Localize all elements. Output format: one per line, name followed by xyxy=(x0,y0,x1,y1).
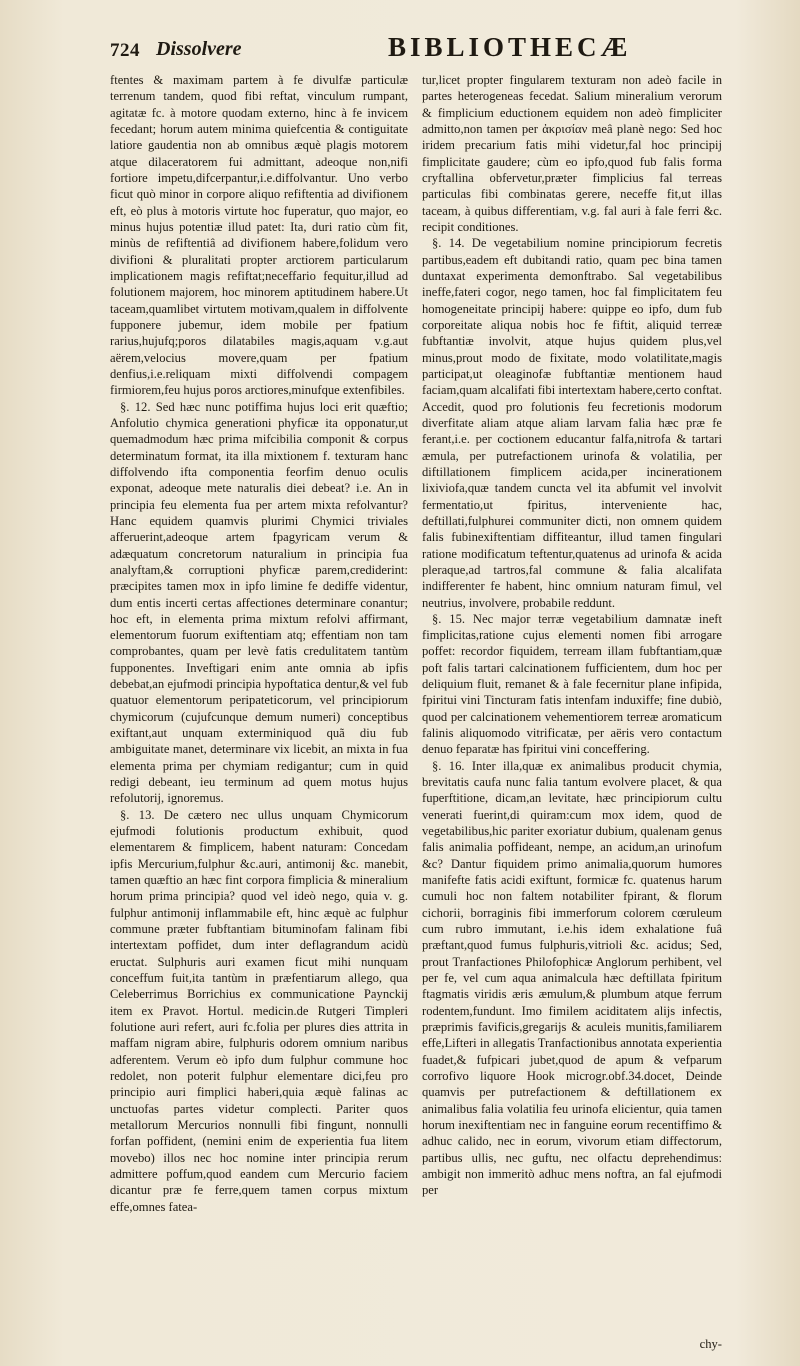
catchword: chy- xyxy=(699,1337,722,1351)
paragraph-section-16: §. 16. Inter illa,quæ ex animalibus producit chymia, brevitatis caufa nunc falia tantum evolvere placet, & qua fuperftitione, dicam,an levitate, hæc principiorum cultu venerati fuerint,di quiram:cum mox idem, quod de vegetabilibus,hic pariter exoriatur dubium, qualenam genus falis animalia poffideant, nempe, an acidum,an urinofum &c? Dantur fiquidem primo animalia,quorum humores manifefte fatis acidi exiftunt, formicæ fc. quatenus harum cumuli hoc non faltem notabiliter fpirant, & florum cichorii, borraginis fibi immerforum colorem cœruleum cum rubro immutant, i.e.his idem exhalatione fuâ præftant,quod fumus fulphuris,vitrioli &c. acidus; Sed, prout Tranfactiones Philofophicæ Anglorum perhibent, vel per fe, vel cum aqua animalcula hæc deftillata fpiritum ftagmatis viridis æris æmulum,& plumbum atque ferrum rodentem,fundunt. Imo fimilem aciditatem alijs infectis, præprimis favificis,gregarijs & aculeis munitis,familiarem effe,Lifteri in allegatis Tranfactionibus annotata experientia fuadet,& fufpicari jubet,quod de apum & vefparum corrofivo liquore Hook microgr.obf.34.docet, Deinde quamvis per putrefactionem & deftillationem ex animalibus falia volatilia feu urinofa elicientur, quia tamen horum inexiftentiam nec in fanguine eorum recentiffimo & adhuc calido, nec in eorum, vivorum etiam diffectorum, partibus ullis, nec guftu, nec olfactu deprehendimus: ambigit non immeritò adhuc mens noftra, an fal ejufmodi per xyxy=(422,758,722,1198)
page-number: 724 xyxy=(110,40,140,61)
running-word: Dissolvere xyxy=(156,38,242,60)
left-column xyxy=(110,72,408,1352)
paragraph-section-15: §. 15. Nec major terræ vegetabilium damnatæ ineft fimplicitas,ratione cujus elementi nomen fibi arrogare poffet: recordor fiquidem, terream illam fubftantiam,quæ poft falis tartari calcinationem fufficientem, dum hoc per deliquium fluit, remanet & à fale fecernitur plane infipida, fpiritui vini Tincturam fatis intenfam induxiffe; fine dubiò, quod per calcinationem vehementiorem terreæ aromaticum falinis aliquomodo vitrificatæ, per aëris vero contactum denuo feparatæ has fpiritui vini conceffering. xyxy=(422,611,722,757)
paragraph-section-13: §. 13. De cætero nec ullus unquam Chymicorum ejufmodi folutionis productum exhibuit, quod elementarem & fimplicem, habent naturam: Concedam ipfis Mercurium,fulphur &c.auri, antimonij &c. manebit, tamen quæftio an hæc fint corpora fimplicia & mineralium horum prima principia? quod vel ideò nego, quia v. g. fulphur antimonij inflammabile eft, hinc æquè ac fulphur commune præter fubftantiam bituminofam falinam fibi intertextam poffidet, dum inter deflagrandum acidù eructat. Sulphuris auri examen ficut mihi nunquam conceffum fuit,ita tantùm in præfentiarum allego, qua Celeberrimus Borrichius ex communicatione Paynckij item ex Pravot. Hortul. medicin.de Rutgeri Timpleri folutione auri refert, auri fc.folia per plures dies attrita in maffam nigram abire, fulphuris odorem omnium naribus adferentem. Verum eò ipfo dum fulphur commune hoc redolet, non poterit fulphur elementare dici,feu pro principio auri fimplici haberi,quia æquè falinas ac unctuofas partes videtur complecti. Pariter quos metallorum Mercurios nonnulli fibi fingunt, nonnulli forfan poffident, (nemini enim de experientia fua litem movebo) illos nec hoc nomine inter principia rerum admittere poffum,quod eandem cum Mercurio faciem dicantur præ fe ferre,quem tamen corpus mixtum effe,omnes fatea- xyxy=(110,807,408,1214)
paragraph: ftentes & maximam partem à fe divulfæ particulæ terrenum tandem, quod fibi reftat, vinculum rumpant, agitatæ fc. à motore quodam externo, hinc à fe invicem fecedant; horum autem minima quiefcentia & contiguitate latiore gaudentia non ab omnibus æquè plagis motorem atque dilaceratorem fui admittant, adeoque non,nifi fortiore impetu,difcerpantur,i.e.diffolvantur. Uno verbo ficut quò minor in corpore aliquo refiftentia ad divifionem eft, eò plus à motoris virtute hoc fuperatur, quo major, eo minus hujus potentiæ illud patet: Ita, duri ratio cùm fit, minùs de refiftentiâ ad divifionem habere,folidum vero divifioni & pluralitati propter arctiorem particularum implicationem magis refiftat;neceffario fequitur,illud ad folutionem majorem, hoc minorem aptitudinem habere.Ut taceam,quamlibet virtutem motivam,qualem in diffolvente fupponere jubemur, idem mobile per fpatium rarius,hujufq;poros dilatabiles magis,aquam v.g.aut aërem,velocius movere,quam per fpatium denfius,i.e.reliquam mixti diffolvendi compagem firmiorem,feu hujus poros arctiores,minufque extenfibiles. xyxy=(110,73,408,398)
running-head: BIBLIOTHECÆ xyxy=(388,32,632,62)
page-header xyxy=(110,30,730,70)
paragraph: tur,licet propter fingularem texturam non adeò facile in partes heterogeneas fecedat. Salium mineralium verorum & fimplicium eductionem equidem non adeò fimpliciter admitto,non tamen per ἀκρισίαν meâ planè nego: Sed hoc iridem precarium fatis mihi videtur,fal hoc principij fimplicitate gaudere; cùm eo ipfo,quod fub falis forma cryftallina obfervetur,præter fimplicius fal terreas particulas fibi combinatas gerere, neceffe fit,ut illas taceam, à quibus differentiam, v.g. fal auri à fale ferri &c. recipit conditiones. xyxy=(422,73,722,234)
paragraph-section-14: §. 14. De vegetabilium nomine principiorum fecretis partibus,eadem eft dubitandi ratio, quam pec bina tamen duntaxat experimenta demonftrabo. Sal vegetabilibus ineffe,fateri cogor, nego tamen, hoc fal fimplicitatem feu homogeneitate principij habere: quippe eo ipfo, dum fub corporeitate aliqua nobis hoc fe fiftit, aliquid terreæ fubftantiæ involvit, atque hujus quidem plus,vel minus,prout modo de fixitate, modo volatilitate,magis participat,ut oleaginofæ fubftantiæ mentionem haud faciam,quam alcalifati fibi intertextam habere,certo conftat. Accedit, quod pro folutionis feu fecretionis modorum diverfitate aliam atque aliam larvam falia hæc præ fe ferant,i.e. per coctionem educantur falfa,nitrofa & tartari æmula, per putrefactionem urinofa & volatilia, per diftillationem fimplicem acida,per incinerationem lixiviofa,quæ tandem cuncta vel ita abfumit vel involvit fermentatio,ut fpiritus, interveniente hac, deftillati,fulphurei communiter dicti, non omnem quidem falis fubinexiftentiam diffiteantur, illud tamen fingulari ratione modificatum teftentur,quatenus ad urinofa & acida pleraque,ad tartros,fal commune & falia alcalifata indifferenter fe habent, hinc omnium naturam fimul, vel neutrius, involvere, probabile reddunt. xyxy=(422,236,722,610)
paragraph-section-12: §. 12. Sed hæc nunc potiffima hujus loci erit quæftio; Anfolutio chymica generationi phyficæ ita opponatur,ut quemadmodum hæc prima mifcibilia componit & corpus determinatum format, ita illa mixtionem f. texturam hanc diffolvendo ifta componentia feorfim denuo oculis exponat, adeoque mete naturalis diei debeat? i.e. An in principia feu elementa fua per artem mixta refolvantur? Hanc equidem quamvis plurimi Chymici triviales afferuerint,adeoque artem fpagyricam verum & adæquatum concretorum naturalium in principia fua analyftam,& corruptioni phyficæ parem,crediderint: præcipites tamen mox in ipfo limine fe dediffe videntur, dum entis incerti certas affectiones determinare conantur; hoc eft, in elementa prima mixtum refolvi affirmant, elementorum fuorum exiftentiam atq; effentiam non tam comprobantes, quam per levè fatis credulitatem tantùm fupponentes. Inveftigari enim ante omnia ab ipfis debebat,an ejufmodi principia hypoftatica dentur,& vel fub quatuor elementorum peripateticorum, vel principiorum chymicorum (cujufcunque demum numeri) conceptibus exiftant,aut unquam exterminiquod quã diu fub ambiguitate manet, determinare vix licebit, an mixta in fua elementa prima per chymiam redigantur; cum in quid redigi debeant, ieu terminum ad quem motus hujus refolutorij, ignoremus. xyxy=(110,399,408,806)
right-column xyxy=(422,72,722,1352)
